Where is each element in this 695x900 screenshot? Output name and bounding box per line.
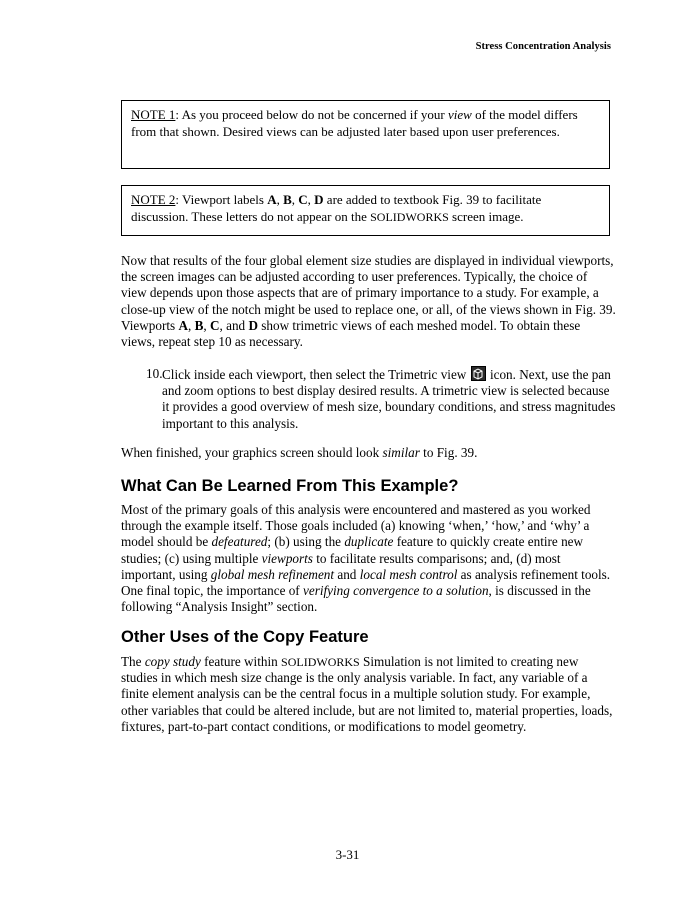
para-text: feature within bbox=[200, 654, 282, 669]
para-text: , is discussed in the following “Analysis Insight” section. bbox=[121, 583, 591, 615]
paragraph-finished bbox=[121, 445, 616, 461]
note-1-text-cont: of the model differs from that shown. Desired views can be adjusted later based upon user preferences. bbox=[131, 107, 578, 139]
para-text: Most of the primary goals of this analysis were encountered and mastered as you worked through the example itself. Those goals included (a) knowing ‘when,’ ‘how,’ and ‘why’ a model should be bbox=[121, 502, 591, 550]
viewport-label-a: A bbox=[178, 317, 188, 333]
page-number: 3-31 bbox=[335, 847, 360, 862]
emphasis: duplicate bbox=[344, 534, 394, 550]
running-head: Stress Concentration Analysis bbox=[475, 41, 611, 52]
step-text-cont: icon. Next, use the pan and zoom options to best display desired results. A trimetric view is selected because it provides a good overview of mesh size, boundary conditions, and stress magnitudes important to this analysis. bbox=[162, 367, 616, 431]
viewport-label-b: B bbox=[283, 192, 292, 207]
para-text: as analysis refinement tools. One final topic, the importance of bbox=[121, 566, 611, 599]
emphasis: local mesh control bbox=[359, 566, 458, 582]
para-text: to facilitate results comparisons; and, (d) most important, using bbox=[121, 550, 561, 582]
trimetric-view-icon bbox=[471, 366, 486, 381]
note-2-label: NOTE 2 bbox=[131, 192, 176, 207]
emphasis: viewports bbox=[261, 550, 313, 566]
note-2-text-cont: are added to textbook Fig. 39 to facilitate discussion. These letters do not appear on the bbox=[131, 192, 542, 224]
paragraph-viewports bbox=[121, 253, 616, 350]
para-text: Now that results of the four global element size studies are displayed in individual viewports, the screen images can be adjusted according to user preferences. Typically, the choice of view depends upon those aspects that are of primary importance to a study. For example, a close-up view of the notch might be used to replace one, or all, of the views shown in Fig. 39. Viewports bbox=[121, 253, 616, 333]
solidworks-name: SOLIDWORKS bbox=[281, 655, 360, 669]
section-heading-learned: What Can Be Learned From This Example? bbox=[121, 477, 459, 495]
emphasis: defeatured bbox=[211, 534, 268, 550]
viewport-label-d: D bbox=[314, 192, 324, 207]
section-heading-copy-feature: Other Uses of the Copy Feature bbox=[121, 628, 369, 646]
note-2-text-end: screen image. bbox=[448, 208, 524, 224]
para-text-cont: to Fig. 39. bbox=[419, 445, 478, 460]
para-text-cont: Simulation is not limited to creating new studies in which mesh size change is the only analysis variable. In fact, any variable of a finite element analysis can be the central focus in a multiple solution study. For example, other variables that could be altered include, but are not limited to, material properties, loads, fixtures, part-to-part contact conditions, or modifications to model geometry. bbox=[121, 654, 613, 734]
sep: , bbox=[276, 192, 284, 207]
para-text-cont: show trimetric views of each meshed model. To obtain these views, repeat step 10 as necessary. bbox=[121, 317, 581, 350]
note-1-text: : As you proceed below do not be concerned if your bbox=[175, 107, 448, 122]
paragraph-goals bbox=[121, 502, 616, 615]
para-text: feature to quickly create entire new studies; (c) using multiple bbox=[121, 534, 584, 566]
viewport-label-d: D bbox=[248, 317, 258, 333]
emphasis: similar bbox=[382, 445, 420, 460]
sep: , bbox=[291, 192, 299, 207]
note-1-box bbox=[121, 100, 610, 169]
para-text: and bbox=[334, 566, 360, 582]
sep: , bbox=[187, 317, 195, 333]
note-2-text: : Viewport labels bbox=[175, 192, 268, 207]
viewport-label-c: C bbox=[298, 192, 308, 207]
emphasis: copy study bbox=[144, 654, 201, 669]
step-number: 10. bbox=[146, 366, 163, 381]
para-text: ; (b) using the bbox=[267, 534, 345, 550]
step-text: Click inside each viewport, then select the Trimetric view bbox=[162, 367, 470, 382]
solidworks-name: SOLIDWORKS bbox=[370, 209, 449, 224]
viewport-label-b: B bbox=[194, 317, 204, 333]
note-1-emphasis: view bbox=[447, 107, 472, 122]
emphasis: global mesh refinement bbox=[210, 566, 335, 582]
sep: , and bbox=[219, 317, 249, 333]
note-1-label: NOTE 1 bbox=[131, 107, 176, 122]
para-text: The bbox=[121, 654, 145, 669]
emphasis: verifying convergence to a solution bbox=[303, 583, 489, 599]
para-text: When finished, your graphics screen should look bbox=[121, 445, 383, 460]
viewport-label-c: C bbox=[209, 317, 220, 333]
paragraph-copy-study bbox=[121, 654, 616, 735]
sep: , bbox=[307, 192, 315, 207]
sep: , bbox=[203, 317, 210, 333]
viewport-label-a: A bbox=[267, 192, 277, 207]
note-2-box bbox=[121, 185, 610, 236]
step-10 bbox=[121, 366, 616, 432]
